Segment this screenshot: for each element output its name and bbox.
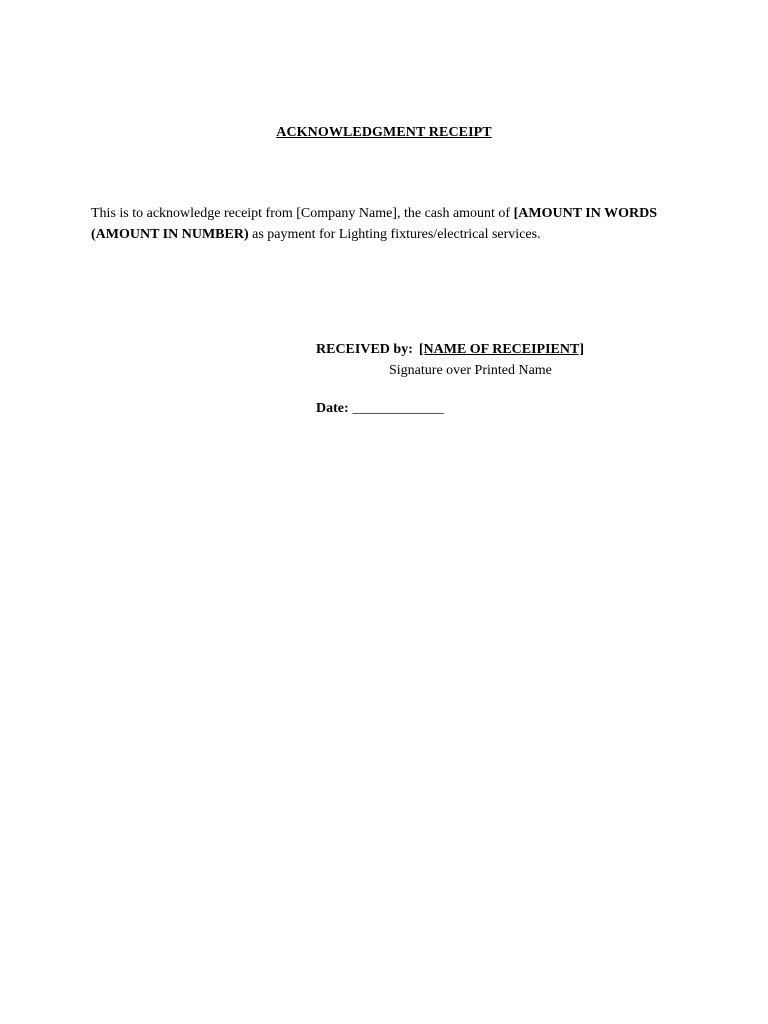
date-label: Date: [316,401,349,416]
received-by-line [316,342,584,358]
receipt-paragraph [91,203,691,245]
paragraph-outro: as payment for Lighting fixtures/electrical services. [248,227,541,242]
date-blank: _____________ [352,401,444,416]
date-line [316,401,444,417]
received-by-label: RECEIVED by: [316,342,413,357]
document-title: ACKNOWLEDGMENT RECEIPT [276,125,492,140]
paragraph-intro: This is to acknowledge receipt from [Company Name], the cash amount of [91,206,514,221]
signature-caption: Signature over Printed Name [389,363,552,378]
paragraph-amount: [AMOUNT IN WORDS (AMOUNT IN NUMBER) [91,206,657,242]
recipient-placeholder: [NAME OF RECEIPIENT] [418,342,585,357]
